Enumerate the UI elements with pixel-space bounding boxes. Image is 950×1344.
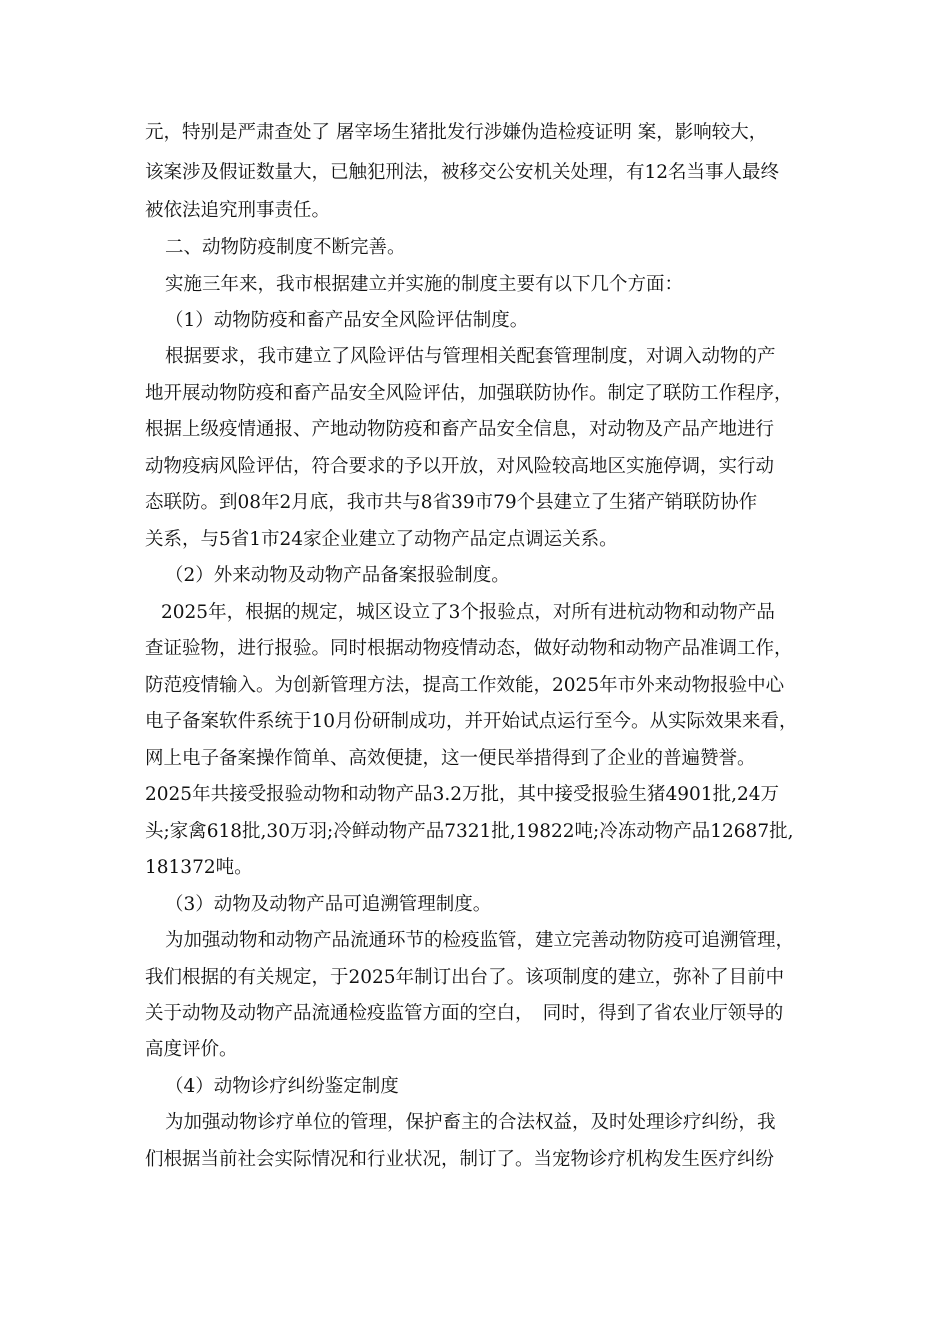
subsection-heading-text: （2）外来动物及动物产品备案报验制度。 bbox=[165, 565, 510, 586]
text-line-content: 关系，与5省1市24家企业建立了动物产品定点调运关系。 bbox=[145, 529, 618, 550]
text-line-content: 关于动物及动物产品流通检疫监管方面的空白， 同时，得到了省农业厅领导的 bbox=[145, 1003, 784, 1024]
text-line bbox=[0, 193, 950, 229]
subsection-heading bbox=[0, 303, 950, 339]
text-line bbox=[0, 115, 950, 151]
text-line bbox=[0, 1032, 950, 1068]
text-line-content: 地开展动物防疫和畜产品安全风险评估，加强联防协作。制定了联防工作程序， bbox=[145, 383, 793, 404]
text-line bbox=[0, 704, 950, 740]
section-heading bbox=[0, 230, 950, 266]
text-line-content: 们根据当前社会实际情况和行业状况，制订了。当宠物诊疗机构发生医疗纠纷 bbox=[145, 1149, 775, 1170]
text-line-content: 根据要求，我市建立了风险评估与管理相关配套管理制度，对调入动物的产 bbox=[165, 346, 776, 367]
text-line bbox=[0, 412, 950, 448]
section-heading-text: 二、动物防疫制度不断完善。 bbox=[165, 237, 406, 258]
subsection-heading bbox=[0, 1069, 950, 1105]
text-line bbox=[0, 449, 950, 485]
text-line-content: 为加强动物和动物产品流通环节的检疫监管，建立完善动物防疫可追溯管理， bbox=[165, 930, 795, 951]
subsection-heading-text: （1）动物防疫和畜产品安全风险评估制度。 bbox=[165, 310, 529, 331]
text-line bbox=[0, 996, 950, 1032]
text-line bbox=[0, 267, 950, 303]
text-line-content: 网上电子备案操作简单、高效便捷，这一便民举措得到了企业的普遍赞誉。 bbox=[145, 748, 756, 769]
text-line bbox=[0, 777, 950, 813]
text-line-content: 2025年，根据的规定，城区设立了3个报验点，对所有进杭动物和动物产品 bbox=[161, 602, 775, 623]
text-line-content: 2025年共接受报验动物和动物产品3.2万批，其中接受报验生猪4901批,24万 bbox=[145, 784, 780, 805]
text-line-content: 动物疫病风险评估，符合要求的予以开放，对风险较高地区实施停调，实行动 bbox=[145, 456, 775, 477]
subsection-heading bbox=[0, 558, 950, 594]
text-line-content: 我们根据的有关规定，于2025年制订出台了。该项制度的建立，弥补了目前中 bbox=[145, 967, 785, 988]
text-line bbox=[0, 631, 950, 667]
text-line-content: 实施三年来，我市根据建立并实施的制度主要有以下几个方面： bbox=[165, 274, 684, 295]
text-line-content: 防范疫情输入。为创新管理方法，提高工作效能，2025年市外来动物报验中心 bbox=[145, 675, 785, 696]
text-line bbox=[0, 376, 950, 412]
subsection-heading-text: （4）动物诊疗纠纷鉴定制度 bbox=[165, 1076, 399, 1097]
text-line bbox=[0, 1142, 950, 1178]
text-line-content: 态联防。到08年2月底，我市共与8省39市79个县建立了生猪产销联防协作 bbox=[145, 492, 758, 513]
text-line bbox=[0, 485, 950, 521]
text-line bbox=[0, 741, 950, 777]
text-line-content: 高度评价。 bbox=[145, 1039, 238, 1060]
text-line-content: 根据上级疫情通报、产地动物防疫和畜产品安全信息，对动物及产品产地进行 bbox=[145, 419, 775, 440]
text-line-content: 元，特别是严肃查处了 屠宰场生猪批发行涉嫌伪造检疫证明 案，影响较大， bbox=[145, 122, 768, 143]
text-line-content: 头;家禽618批,30万羽;冷鲜动物产品7321批,19822吨;冷冻动物产品12687批, bbox=[145, 821, 794, 842]
text-line bbox=[0, 522, 950, 558]
text-line-content: 查证验物，进行报验。同时根据动物疫情动态，做好动物和动物产品准调工作， bbox=[145, 638, 793, 659]
text-line-content: 为加强动物诊疗单位的管理，保护畜主的合法权益，及时处理诊疗纠纷，我 bbox=[165, 1112, 776, 1133]
text-line bbox=[0, 1105, 950, 1141]
subsection-heading-text: （3）动物及动物产品可追溯管理制度。 bbox=[165, 894, 492, 915]
text-line-content: 被依法追究刑事责任。 bbox=[145, 200, 331, 221]
text-line-content: 电子备案软件系统于10月份研制成功，并开始试点运行至今。从实际效果来看， bbox=[145, 711, 798, 732]
text-line bbox=[0, 960, 950, 996]
text-line bbox=[0, 339, 950, 375]
subsection-heading bbox=[0, 887, 950, 923]
text-line bbox=[0, 814, 950, 850]
text-line-content: 该案涉及假证数量大，已触犯刑法，被移交公安机关处理，有12名当事人最终 bbox=[145, 162, 780, 183]
text-line bbox=[0, 923, 950, 959]
text-line bbox=[0, 850, 950, 886]
text-line bbox=[0, 668, 950, 704]
text-line bbox=[0, 155, 950, 191]
text-line-content: 181372吨。 bbox=[145, 857, 253, 878]
text-line bbox=[0, 595, 950, 631]
